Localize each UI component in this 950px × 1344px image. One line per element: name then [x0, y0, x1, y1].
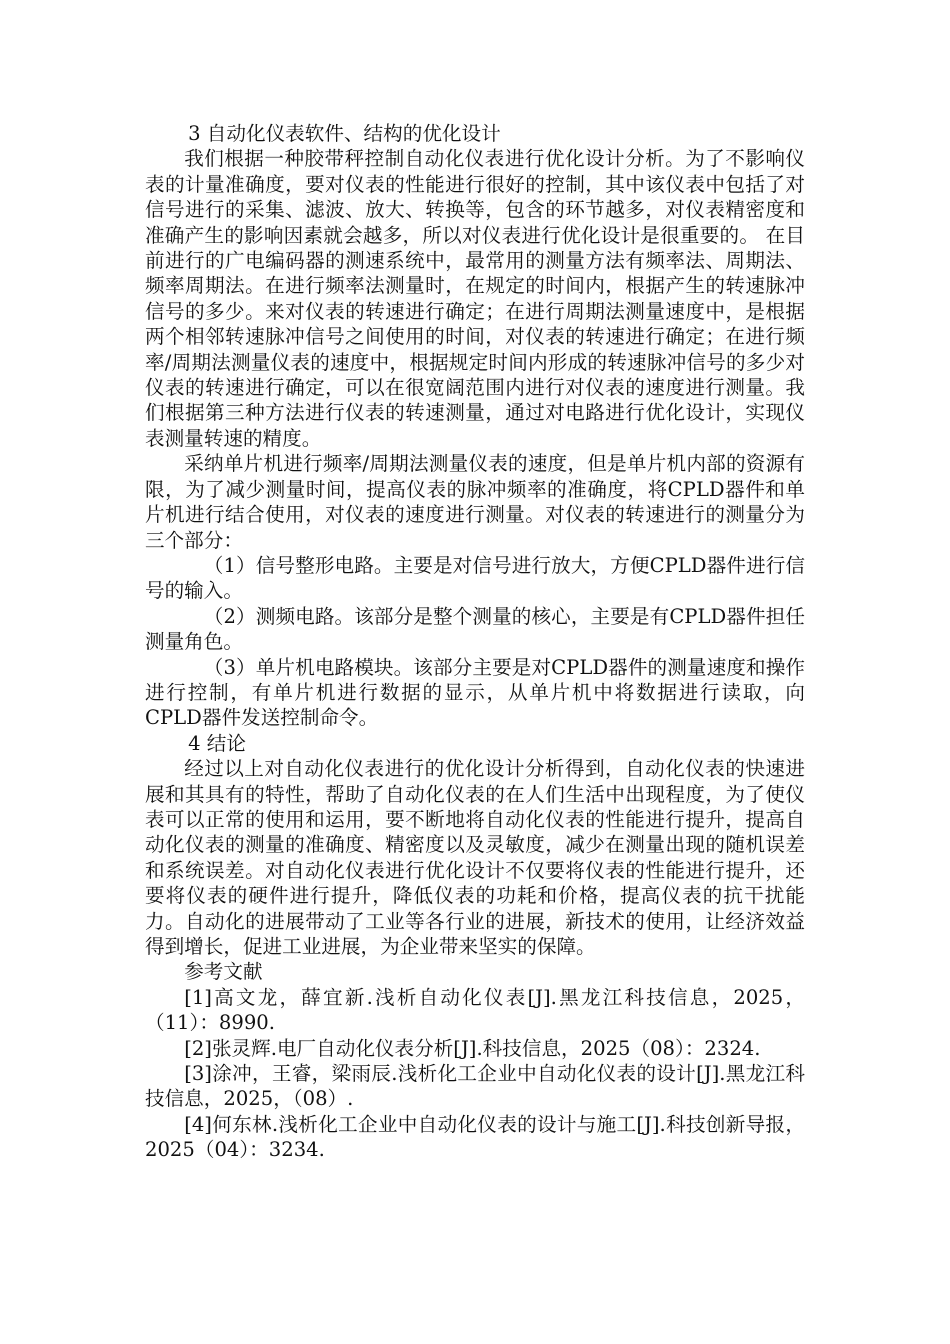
- list-item-signal-shaping: （1）信号整形电路。主要是对信号进行放大，方便CPLD器件进行信号的输入。: [145, 553, 805, 603]
- reference-item-1: [1]高文龙，薛宜新.浅析自动化仪表[J].黑龙江科技信息，2025，（11）：8990.: [145, 985, 805, 1035]
- section-3-heading: 3 自动化仪表软件、结构的优化设计: [188, 122, 501, 145]
- reference-item-3: [3]涂冲，王睿，梁雨辰.浅析化工企业中自动化仪表的设计[J].黑龙江科技信息，2025，（08）.: [145, 1062, 805, 1111]
- section-3-paragraph-1: 我们根据一种胶带秤控制自动化仪表进行优化设计分析。为了不影响仪表的计量准确度，要对仪表的性能进行很好的控制，其中该仪表中包括了对信号进行的采集、滤波、放大、转换等，包含的环节越多，对仪表精密度和准确产生的影响因素就会越多，所以对仪表进行优化设计是很重要的。 在目前进行的广电编码器的测速系统中，最常用的测量方法有频率法、周期法、频率周期法。在进行频率法测量时，在规定的时间内，根据产生的转速脉冲信号的多少。来对仪表的转速进行确定；在进行周期法测量速度中，是根据两个相邻转速脉冲信号之间使用的时间，对仪表的转速进行确定；在进行频率/周期法测量仪表的速度中，根据规定时间内形成的转速脉冲信号的多少对仪表的转速进行确定，可以在很宽阔范围内进行对仪表的速度进行测量。我们根据第三种方法进行仪表的转速测量，通过对电路进行优化设计，实现仪表测量转速的精度。: [145, 147, 805, 450]
- section-3-paragraph-2: 采纳单片机进行频率/周期法测量仪表的速度，但是单片机内部的资源有限，为了减少测量时间，提高仪表的脉冲频率的准确度，将CPLD器件和单片机进行结合使用，对仪表的速度进行测量。对仪表的转速进行的测量分为三个部分：: [145, 452, 805, 552]
- list-item-frequency-measurement: （2）测频电路。该部分是整个测量的核心，主要是有CPLD器件担任测量角色。: [145, 604, 805, 654]
- section-4-paragraph-1: 经过以上对自动化仪表进行的优化设计分析得到，自动化仪表的快速进展和其具有的特性，帮助了自动化仪表的在人们生活中出现程度，为了使仪表可以正常的使用和运用，要不断地将自动化仪表的性能进行提升，提高自动化仪表的测量的准确度、精密度以及灵敏度，减少在测量出现的随机误差和系统误差。对自动化仪表进行优化设计不仅要将仪表的性能进行提升，还要将仪表的硬件进行提升，降低仪表的功耗和价格，提高仪表的抗干扰能力。自动化的进展带动了工业等各行业的进展，新技术的使用，让经济效益得到增长，促进工业进展，为企业带来坚实的保障。: [145, 757, 805, 958]
- section-4-heading: 4 结论: [188, 731, 246, 755]
- reference-item-4: [4]何东林.浅析化工企业中自动化仪表的设计与施工[J].科技创新导报，2025（04）：3234.: [145, 1112, 805, 1162]
- references-heading: 参考文献: [184, 960, 263, 984]
- document-body: [145, 121, 805, 1163]
- reference-item-2: [2]张灵辉.电厂自动化仪表分析[J].科技信息，2025（08）：2324.: [184, 1036, 761, 1060]
- list-item-mcu-module: （3）单片机电路模块。该部分主要是对CPLD器件的测量速度和操作进行控制，有单片机进行数据的显示，从单片机中将数据进行读取，向CPLD器件发送控制命令。: [145, 655, 805, 730]
